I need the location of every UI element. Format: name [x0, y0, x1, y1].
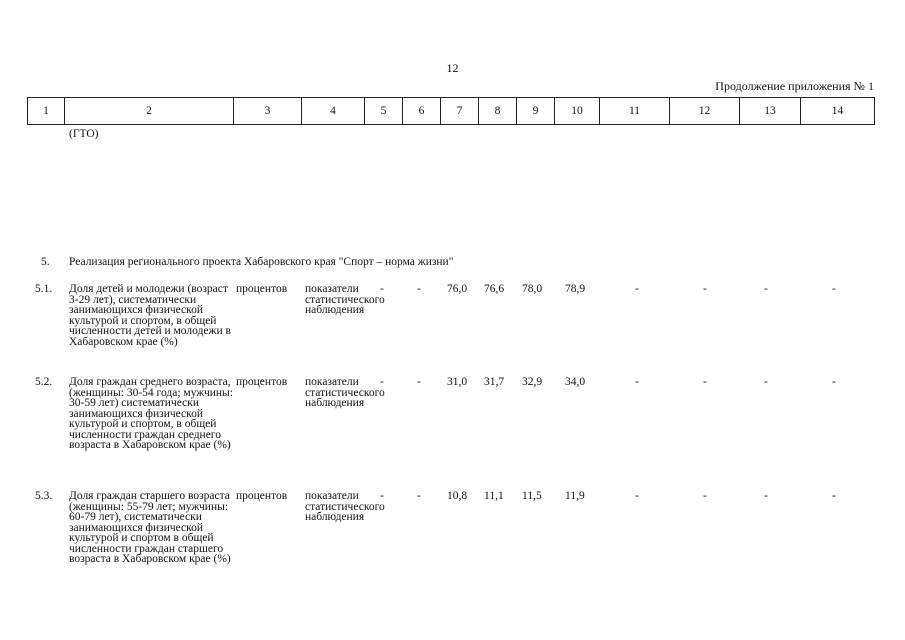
section-title: Реализация регионального проекта Хабаровского края "Спорт – норма жизни" [69, 256, 454, 268]
value-col-6: - [417, 376, 421, 388]
data-source: показатели статистического наблюдения [305, 283, 385, 316]
header-cell: 11 [600, 98, 670, 125]
header-cell: 3 [234, 98, 302, 125]
value-col-5: - [380, 376, 384, 388]
value-col-8: 11,1 [484, 490, 504, 502]
value-col-8: 76,6 [484, 283, 505, 295]
value-col-9: 32,9 [522, 376, 543, 388]
value-col-12: - [703, 490, 707, 502]
data-source: показатели статистического наблюдения [305, 376, 385, 409]
row-number: 5.2. [35, 376, 53, 388]
value-col-13: - [764, 376, 768, 388]
header-cell: 13 [740, 98, 801, 125]
header-cell: 12 [670, 98, 740, 125]
section-number: 5. [41, 256, 50, 268]
column-number-header-table [27, 97, 875, 125]
data-source: показатели статистического наблюдения [305, 490, 385, 523]
value-col-10: 34,0 [565, 376, 586, 388]
header-row [28, 98, 875, 125]
value-col-11: - [635, 283, 639, 295]
value-col-5: - [380, 490, 384, 502]
value-col-6: - [417, 283, 421, 295]
value-col-12: - [703, 376, 707, 388]
value-col-9: 78,0 [522, 283, 543, 295]
header-cell: 5 [365, 98, 403, 125]
unit-of-measure: процентов [236, 283, 288, 295]
header-cell: 6 [403, 98, 441, 125]
indicator-name: Доля граждан среднего возраста, (женщины: 30-54 года; мужчины: 30-59 лет) систематически занимающихся физической культурой и спортом, в общей численности граждан среднего возраста в Хабаровском крае (%) [69, 376, 233, 451]
page-number: 12 [446, 61, 459, 75]
appendix-continuation-note: Продолжение приложения № 1 [715, 79, 874, 93]
row-number: 5.3. [35, 490, 53, 502]
value-col-12: - [703, 283, 707, 295]
value-col-7: 31,0 [447, 376, 468, 388]
header-cell: 4 [302, 98, 365, 125]
value-col-14: - [832, 376, 836, 388]
header-cell: 10 [555, 98, 600, 125]
value-col-14: - [832, 490, 836, 502]
value-col-14: - [832, 283, 836, 295]
header-cell: 14 [801, 98, 875, 125]
unit-of-measure: процентов [236, 376, 288, 388]
value-col-11: - [635, 490, 639, 502]
header-cell: 7 [441, 98, 479, 125]
indicator-name: Доля граждан старшего возраста (женщины: 55-79 лет; мужчины: 60-79 лет), систематически занимающихся физической культурой и спортом в общей численности граждан старшего возраста в Хабаровском крае (%) [69, 490, 231, 565]
header-cell: 9 [517, 98, 555, 125]
value-col-6: - [417, 490, 421, 502]
value-col-7: 10,8 [447, 490, 468, 502]
header-cell: 2 [65, 98, 234, 125]
value-col-5: - [380, 283, 384, 295]
value-col-9: 11,5 [522, 490, 542, 502]
value-col-7: 76,0 [447, 283, 468, 295]
header-cell: 8 [479, 98, 517, 125]
value-col-13: - [764, 490, 768, 502]
value-col-10: 78,9 [565, 283, 586, 295]
value-col-10: 11,9 [565, 490, 585, 502]
header-cell: 1 [28, 98, 65, 125]
row-number: 5.1. [35, 283, 53, 295]
indicator-name: Доля детей и молодежи (возраст 3-29 лет), систематически занимающихся физической культурой и спортом, в общей численности детей и молодежи в Хабаровском крае (%) [69, 283, 231, 348]
unit-of-measure: процентов [236, 490, 288, 502]
value-col-8: 31,7 [484, 376, 505, 388]
value-col-13: - [764, 283, 768, 295]
carryover-text: (ГТО) [69, 128, 99, 140]
value-col-11: - [635, 376, 639, 388]
